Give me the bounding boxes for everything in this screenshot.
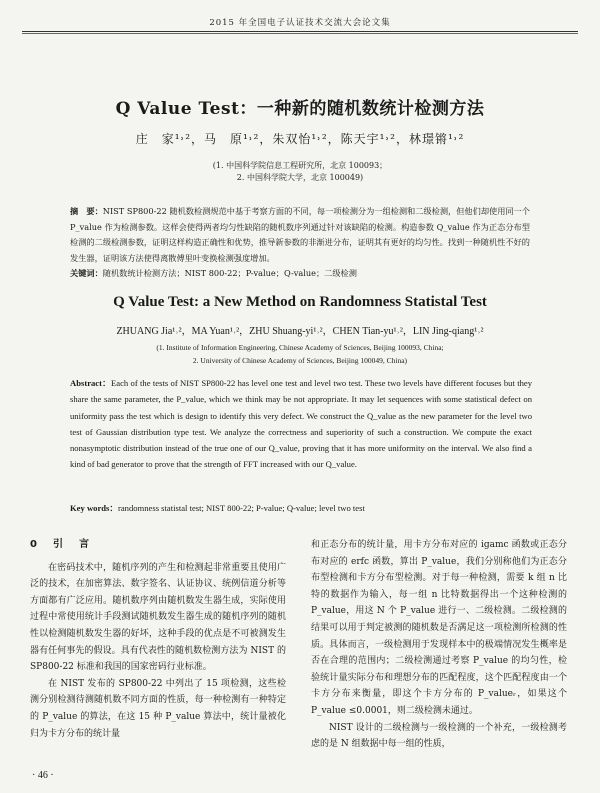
english-keywords [70,502,532,514]
running-head: 2015 年全国电子认证技术交流大会论文集 [209,18,391,28]
body-paragraph: 和正态分布的统计量，用卡方分布对应的 igamc 函数或正态分布对应的 erfc 函数，算出 P_value，我们分别称他们为正态分布型检测和卡方分布型检测。对于每一种检测，需要 k 组 n 比特的数据作为输入，每一组 n 比特数据得出一个这种检测的 P_value，用这 N 个 P_value 进行一、二级检测。二级检测的结果可以用于判定被测的随机数是否满足这一项检测所检测的性质。具体而言，一级检测用于发现样本中的极端情况发生概率是否在合理的范围内；二级检测通过考察 P_value 的均匀性，检验统计量实际分布和理想分布的匹配程度，这个匹配程度由一个卡方分布来衡量，即这个卡方分布的 P_valueᵣ，如果这个 P_value ≤0.0001，则二级检测未通过。 [311,540,567,716]
header-rule [22,31,578,32]
chinese-title: Q Value Test：一种新的随机数统计检测方法 [115,99,485,119]
chinese-keywords [70,266,530,282]
right-column [311,537,567,753]
english-abstract-text: Each of the tests of NIST SP800-22 has level one test and level two test. These two levels have different focuses but they share the same parameter, the P_value, which we think may be not appropriate. It may let sequences with some statistical defect on uniformity pass the test which is design to identify this very defect. We construct the Q_value as the new parameter for the level two test of Gaussian distribution type test. We analyze the correctness and superiority of such a construction. We compute the exact nonasymptotic distribution instead of the true one of our Q_value, proving that it has more uniformity on the interval. We also find a kind of bad generator to prove that the strength of FFT increased with our Q_value. [70,378,533,470]
header-rule-thin [22,33,578,34]
body-paragraph: 在 NIST 发布的 SP800-22 中列出了 15 项检测，这些检测分别检测待测随机数不同方面的性质，每一种检测有一种特定的 P_value 的算法，在这 15 种 P_value 算法中，统计量被化归为卡方分布的统计量 [30,678,286,739]
english-abstract [70,375,532,473]
chinese-keywords-text: 随机数统计检测方法；NIST 800-22；P-value；Q-value；二级检测 [102,268,357,278]
english-keywords-text: randomness statistal test; NIST 800-22; P-value; Q-value; level two test [117,503,365,513]
english-title: Q Value Test: a New Method on Randomness Statistal Test [113,294,487,310]
english-affiliation-1: (1. Institute of Information Engineering, Chinese Academy of Sciences, Beijing 100093, China; [156,343,444,352]
chinese-abstract [70,204,530,266]
english-affiliation-2: 2. University of Chinese Academy of Sciences, Beijing 100049, China) [192,356,408,365]
english-abstract-label: Abstract： [70,378,111,388]
chinese-affiliation-2: 2. 中国科学院大学，北京 100049) [236,173,364,182]
left-column [30,537,286,742]
chinese-abstract-text: NIST SP800-22 随机数检测规范中基于考察方面的不同，每一项检测分为一组检测和二级检测，但他们却使用同一个 P_value 作为检测参数。这样会使得两者均匀性缺陷的随机数序列通过针对该缺陷的检测。构造参数 Q_value 作为正态分布型检测的二级检测参数，证明这样构造正确性和优势，推导新参数的非渐进分布，证明其有更好的均匀性。找到一种随机性不好的发生器，证明该方法使得离散傅里叶变换检测强度增加。 [70,206,530,263]
body-paragraph: 在密码技术中，随机序列的产生和检测起非常重要且使用广泛的技术，在加密算法、数字签名、认证协议、统例信道分析等方面都有广泛应用。随机数序列由随机数发生器生成，实际使用过程中常使用统计手段测试随机数发生器生成的随机序列的随机性以检测随机数发生器的好坏，这种手段的优点是不可被测发生器有任何事先的假设。具有代表性的随机数检测方法为 NIST 的 SP800-22 标准和我国的国家密码行业标准。 [30,562,286,673]
chinese-keywords-label: 关键词： [70,268,103,278]
english-authors: ZHUANG Jia¹˒²，MA Yuan¹˒²，ZHU Shuang-yi¹˒²，CHEN Tian-yu¹˒²，LIN Jing-qiang¹˒² [116,326,484,337]
english-keywords-label: Key words： [70,503,118,513]
body-paragraph: NIST 设计的二级检测与一级检测的一个补充，一级检测考虑的是 N 组数据中每一组的性质， [311,722,567,750]
chinese-authors: 庄 家¹˒²，马 原¹˒²，朱双怡¹˒²，陈天宇¹˒²，林璟锵¹˒² [135,132,465,146]
chinese-affiliation-1: (1. 中国科学院信息工程研究所，北京 100093； [212,161,388,170]
chinese-abstract-label: 摘 要： [70,206,103,216]
page-number: · 46 · [32,770,54,781]
section-heading: 0 引 言 [30,539,92,550]
